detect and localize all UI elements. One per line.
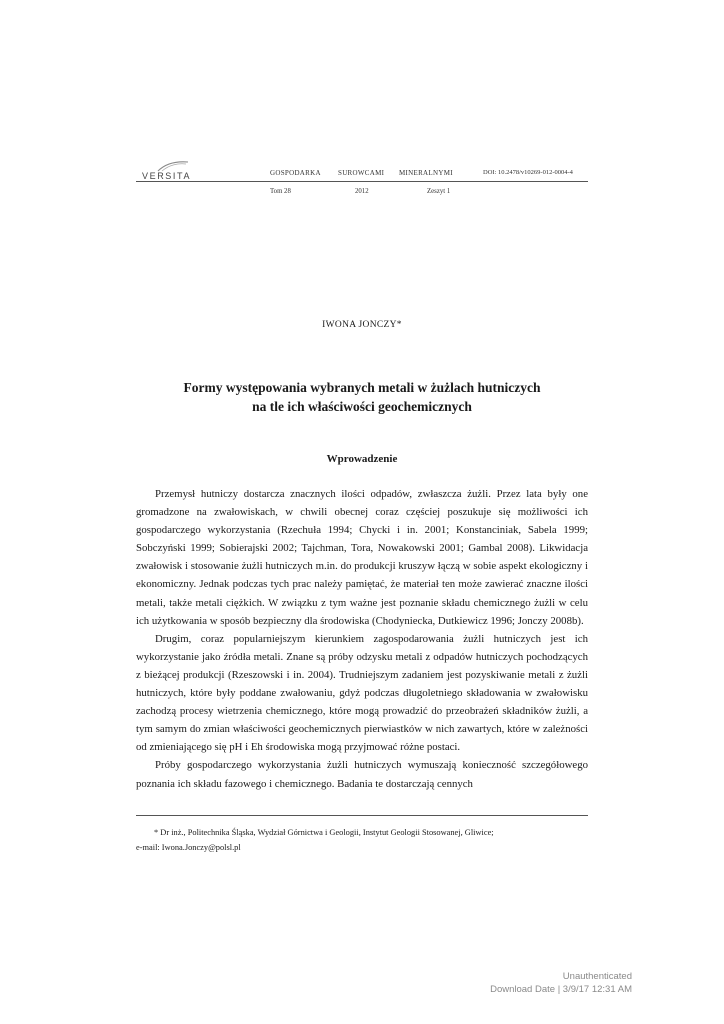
footnote (136, 825, 588, 855)
journal-header (136, 160, 588, 204)
issue-label: Zeszyt 1 (427, 188, 451, 195)
title-line-2: na tle ich właściwości geochemicznych (252, 399, 472, 414)
section-heading: Wprowadzenie (326, 453, 398, 465)
year-label: 2012 (355, 188, 369, 195)
journal-word-3: MINERALNYMI (399, 169, 453, 177)
doi-text: DOI: 10.2478/v10269-012-0004-4 (483, 169, 573, 176)
logo-text: VERSITA (142, 171, 192, 181)
download-watermark (490, 970, 632, 996)
footnote-affiliation: * Dr inż., Politechnika Śląska, Wydział Górnictwa i Geologii, Instytut Geologii Stosowanej, Gliwice; (154, 828, 494, 837)
header-divider (136, 181, 588, 182)
paragraph-3: Próby gospodarczego wykorzystania żużli hutniczych wymuszają konieczność szczegółowego poznania ich składu fazowego i chemicznego. Badania te dostarczają cennych (136, 759, 588, 790)
watermark-line-2: Download Date | 3/9/17 12:31 AM (490, 984, 632, 995)
paragraph-2: Drugim, coraz popularniejszym kierunkiem zagospodarowania żużli hutniczych jest ich wykorzystanie jako źródła metali. Znane są próby odzysku metali z odpadów hutniczych pochodzących z bieżącej produkcji (Rzeszowski i in. 2004). Trudniejszym zadaniem jest pozyskiwanie metali z żużli hutniczych, które były poddane zwałowaniu, gdyż podczas długoletniego składowania w zwałowisku zachodzą procesy wietrzenia chemicznego, które mogą prowadzić do przeobrażeń składników żużli, a tym samym do zmian właściwości geochemicznych pierwiastków w nich zawartych, które w zależności od zmieniającego się pH i Eh środowiska mogą przyjmować różne postaci. (136, 632, 588, 754)
versita-logo (136, 160, 194, 182)
body-text (136, 485, 588, 793)
journal-word-2: SUROWCAMI (338, 169, 385, 177)
paper-title (136, 378, 588, 416)
watermark-line-1: Unauthenticated (562, 971, 632, 982)
footnote-divider (136, 815, 588, 816)
volume-label: Tom 28 (270, 188, 291, 195)
author-name: IWONA JONCZY* (322, 320, 402, 330)
journal-word-1: GOSPODARKA (270, 169, 321, 177)
title-line-1: Formy występowania wybranych metali w żużlach hutniczych (183, 380, 541, 395)
footnote-email: e-mail: Iwona.Jonczy@polsl.pl (136, 843, 241, 852)
paragraph-1: Przemysł hutniczy dostarcza znacznych ilości odpadów, zwłaszcza żużli. Przez lata były one gromadzone na zwałowiskach, w chwili obecnej coraz częściej poszukuje się możliwości ich gospodarczego wykorzystania (Rzechuła 1994; Chycki i in. 2001; Konstanciniak, Sabela 1999; Sobczyński 1999; Sobierajski 2002; Tajchman, Tora, Nowakowski 2001; Gambal 2008). Likwidacja zwałowisk i stosowanie żużli hutniczych m.in. do produkcji kruszyw łączą w sobie aspekt ekologiczny i ekonomiczny. Jednak podczas tych prac należy pamiętać, że materiał ten może zawierać znaczne ilości metali, także metali ciężkich. W związku z tym ważne jest poznanie składu chemicznego żużli w celu ich użytkowania w sposób bezpieczny dla środowiska (Chodyniecka, Dutkiewicz 1996; Jonczy 2008b). (136, 488, 588, 627)
